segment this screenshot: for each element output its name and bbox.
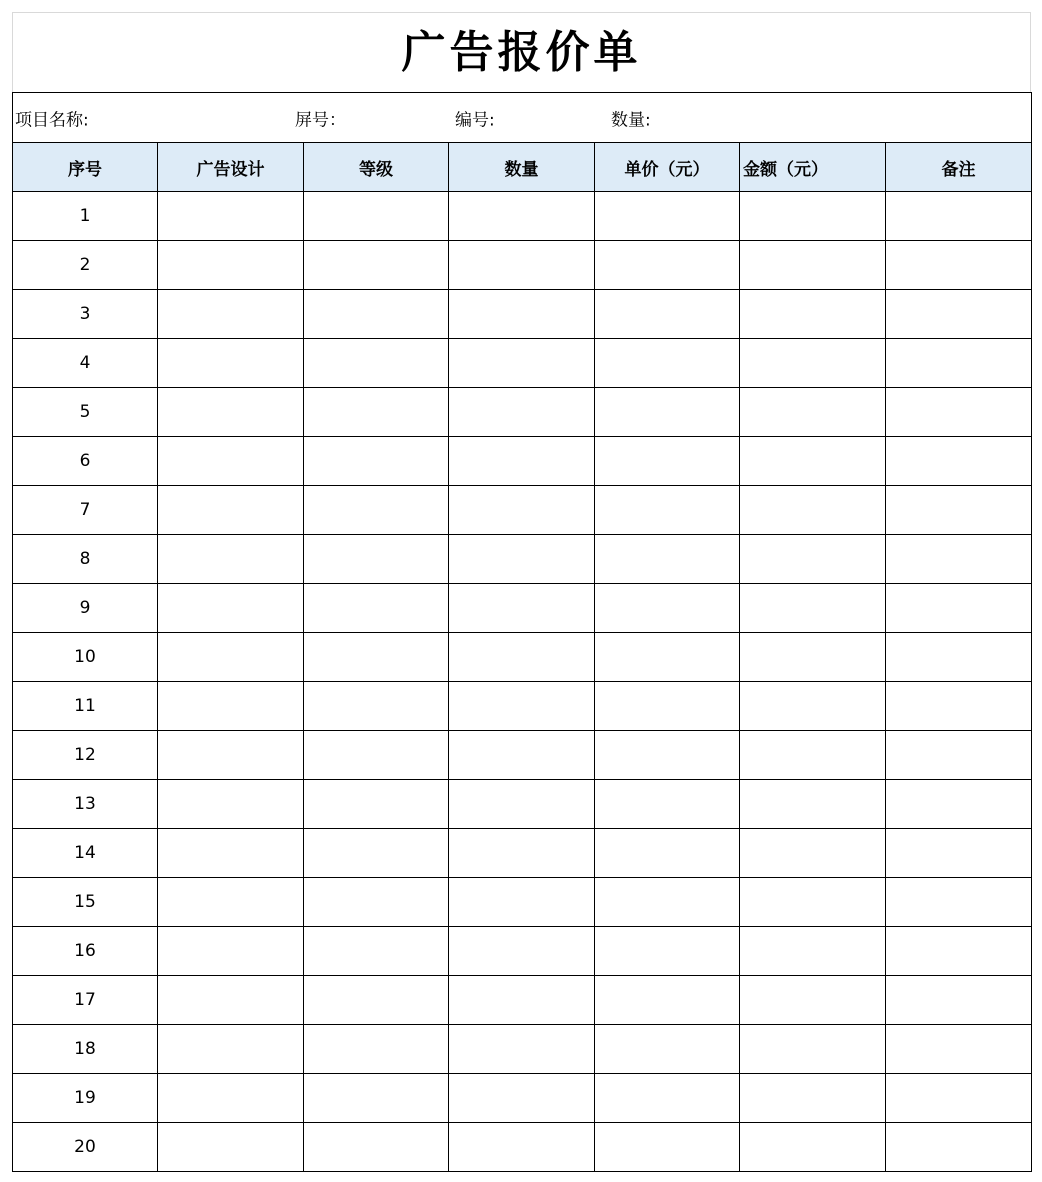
- cell-no: 14: [13, 829, 158, 878]
- cell-grade[interactable]: [304, 241, 449, 290]
- table-row: [13, 437, 1032, 486]
- title-row: [12, 12, 1031, 92]
- cell-quantity[interactable]: [449, 1025, 595, 1074]
- cell-amount[interactable]: [740, 878, 886, 927]
- cell-remarks[interactable]: [886, 1123, 1032, 1172]
- cell-unit-price[interactable]: [595, 535, 740, 584]
- cell-ad-design[interactable]: [158, 731, 304, 780]
- table-row: [13, 584, 1032, 633]
- cell-no: 11: [13, 682, 158, 731]
- cell-grade[interactable]: [304, 388, 449, 437]
- cell-remarks[interactable]: [886, 1074, 1032, 1123]
- cell-unit-price[interactable]: [595, 290, 740, 339]
- cell-remarks[interactable]: [886, 878, 1032, 927]
- cell-no: 3: [13, 290, 158, 339]
- cell-quantity[interactable]: [449, 437, 595, 486]
- cell-amount[interactable]: [740, 1074, 886, 1123]
- cell-ad-design[interactable]: [158, 1123, 304, 1172]
- cell-ad-design[interactable]: [158, 633, 304, 682]
- serial-no-label: 编号:: [455, 110, 495, 130]
- cell-unit-price[interactable]: [595, 878, 740, 927]
- cell-ad-design[interactable]: [158, 976, 304, 1025]
- cell-unit-price[interactable]: [595, 388, 740, 437]
- cell-grade[interactable]: [304, 192, 449, 241]
- cell-amount[interactable]: [740, 388, 886, 437]
- cell-grade[interactable]: [304, 927, 449, 976]
- cell-amount[interactable]: [740, 1025, 886, 1074]
- table-row: [13, 780, 1032, 829]
- cell-grade[interactable]: [304, 1123, 449, 1172]
- cell-no: 8: [13, 535, 158, 584]
- cell-quantity[interactable]: [449, 731, 595, 780]
- cell-quantity[interactable]: [449, 192, 595, 241]
- cell-unit-price[interactable]: [595, 780, 740, 829]
- quote-table: [12, 92, 1032, 1172]
- cell-grade[interactable]: [304, 780, 449, 829]
- cell-no: 9: [13, 584, 158, 633]
- cell-quantity[interactable]: [449, 535, 595, 584]
- cell-ad-design[interactable]: [158, 192, 304, 241]
- cell-remarks[interactable]: [886, 388, 1032, 437]
- cell-amount[interactable]: [740, 339, 886, 388]
- cell-unit-price[interactable]: [595, 584, 740, 633]
- cell-unit-price[interactable]: [595, 339, 740, 388]
- header-remarks: 备注: [886, 143, 1032, 192]
- cell-amount[interactable]: [740, 241, 886, 290]
- cell-no: 12: [13, 731, 158, 780]
- cell-amount[interactable]: [740, 535, 886, 584]
- cell-unit-price[interactable]: [595, 1074, 740, 1123]
- cell-remarks[interactable]: [886, 584, 1032, 633]
- cell-unit-price[interactable]: [595, 192, 740, 241]
- quantity-label: 数量:: [611, 110, 651, 130]
- header-quantity: 数量: [449, 143, 595, 192]
- cell-grade[interactable]: [304, 535, 449, 584]
- table-row: [13, 1074, 1032, 1123]
- cell-grade[interactable]: [304, 878, 449, 927]
- table-row: [13, 878, 1032, 927]
- cell-no: 17: [13, 976, 158, 1025]
- table-row: [13, 1025, 1032, 1074]
- cell-ad-design[interactable]: [158, 486, 304, 535]
- cell-no: 13: [13, 780, 158, 829]
- cell-amount[interactable]: [740, 486, 886, 535]
- cell-remarks[interactable]: [886, 535, 1032, 584]
- cell-quantity[interactable]: [449, 1123, 595, 1172]
- cell-remarks[interactable]: [886, 682, 1032, 731]
- cell-ad-design[interactable]: [158, 339, 304, 388]
- cell-ad-design[interactable]: [158, 437, 304, 486]
- cell-amount[interactable]: [740, 192, 886, 241]
- cell-remarks[interactable]: [886, 731, 1032, 780]
- cell-quantity[interactable]: [449, 388, 595, 437]
- cell-unit-price[interactable]: [595, 731, 740, 780]
- cell-no: 6: [13, 437, 158, 486]
- cell-ad-design[interactable]: [158, 388, 304, 437]
- screen-no-label: 屏号：: [295, 110, 346, 130]
- cell-remarks[interactable]: [886, 486, 1032, 535]
- table-row: [13, 535, 1032, 584]
- cell-quantity[interactable]: [449, 486, 595, 535]
- table-row: [13, 731, 1032, 780]
- cell-quantity[interactable]: [449, 584, 595, 633]
- cell-remarks[interactable]: [886, 339, 1032, 388]
- cell-amount[interactable]: [740, 976, 886, 1025]
- cell-grade[interactable]: [304, 731, 449, 780]
- cell-remarks[interactable]: [886, 633, 1032, 682]
- cell-no: 20: [13, 1123, 158, 1172]
- cell-grade[interactable]: [304, 976, 449, 1025]
- cell-unit-price[interactable]: [595, 633, 740, 682]
- cell-remarks[interactable]: [886, 780, 1032, 829]
- header-grade: 等级: [304, 143, 449, 192]
- cell-amount[interactable]: [740, 584, 886, 633]
- table-row: [13, 290, 1032, 339]
- cell-unit-price[interactable]: [595, 437, 740, 486]
- cell-ad-design[interactable]: [158, 290, 304, 339]
- cell-unit-price[interactable]: [595, 927, 740, 976]
- cell-quantity[interactable]: [449, 633, 595, 682]
- project-name-label: 项目名称:: [15, 110, 89, 130]
- table-row: [13, 682, 1032, 731]
- header-row: [13, 143, 1032, 192]
- cell-no: 19: [13, 1074, 158, 1123]
- cell-quantity[interactable]: [449, 878, 595, 927]
- cell-ad-design[interactable]: [158, 584, 304, 633]
- cell-grade[interactable]: [304, 829, 449, 878]
- cell-remarks[interactable]: [886, 976, 1032, 1025]
- cell-remarks[interactable]: [886, 829, 1032, 878]
- cell-amount[interactable]: [740, 731, 886, 780]
- cell-amount[interactable]: [740, 633, 886, 682]
- cell-remarks[interactable]: [886, 192, 1032, 241]
- cell-ad-design[interactable]: [158, 878, 304, 927]
- cell-no: 16: [13, 927, 158, 976]
- table-row: [13, 388, 1032, 437]
- cell-ad-design[interactable]: [158, 780, 304, 829]
- cell-no: 15: [13, 878, 158, 927]
- cell-remarks[interactable]: [886, 927, 1032, 976]
- cell-quantity[interactable]: [449, 1074, 595, 1123]
- table-row: [13, 486, 1032, 535]
- table-row: [13, 1123, 1032, 1172]
- cell-ad-design[interactable]: [158, 829, 304, 878]
- cell-grade[interactable]: [304, 584, 449, 633]
- header-ad-design: 广告设计: [158, 143, 304, 192]
- cell-grade[interactable]: [304, 290, 449, 339]
- cell-unit-price[interactable]: [595, 486, 740, 535]
- cell-unit-price[interactable]: [595, 1025, 740, 1074]
- table-row: [13, 927, 1032, 976]
- cell-unit-price[interactable]: [595, 241, 740, 290]
- cell-amount[interactable]: [740, 682, 886, 731]
- cell-unit-price[interactable]: [595, 682, 740, 731]
- cell-remarks[interactable]: [886, 437, 1032, 486]
- cell-quantity[interactable]: [449, 339, 595, 388]
- cell-unit-price[interactable]: [595, 976, 740, 1025]
- cell-no: 18: [13, 1025, 158, 1074]
- table-row: [13, 339, 1032, 388]
- cell-no: 2: [13, 241, 158, 290]
- header-unit-price: 单价（元）: [595, 143, 740, 192]
- cell-quantity[interactable]: [449, 682, 595, 731]
- cell-quantity[interactable]: [449, 927, 595, 976]
- cell-no: 5: [13, 388, 158, 437]
- cell-remarks[interactable]: [886, 290, 1032, 339]
- cell-grade[interactable]: [304, 1074, 449, 1123]
- info-cell[interactable]: [13, 93, 1032, 143]
- cell-no: 10: [13, 633, 158, 682]
- cell-quantity[interactable]: [449, 780, 595, 829]
- cell-amount[interactable]: [740, 829, 886, 878]
- info-row: [13, 93, 1032, 143]
- table-row: [13, 976, 1032, 1025]
- cell-grade[interactable]: [304, 633, 449, 682]
- cell-grade[interactable]: [304, 486, 449, 535]
- table-row: [13, 241, 1032, 290]
- cell-unit-price[interactable]: [595, 1123, 740, 1172]
- cell-amount[interactable]: [740, 437, 886, 486]
- table-row: [13, 829, 1032, 878]
- cell-amount[interactable]: [740, 927, 886, 976]
- cell-amount[interactable]: [740, 780, 886, 829]
- cell-quantity[interactable]: [449, 829, 595, 878]
- cell-ad-design[interactable]: [158, 1074, 304, 1123]
- cell-amount[interactable]: [740, 1123, 886, 1172]
- cell-no: 1: [13, 192, 158, 241]
- cell-quantity[interactable]: [449, 976, 595, 1025]
- table-body: [13, 192, 1032, 1172]
- cell-grade[interactable]: [304, 437, 449, 486]
- cell-quantity[interactable]: [449, 241, 595, 290]
- cell-remarks[interactable]: [886, 241, 1032, 290]
- cell-quantity[interactable]: [449, 290, 595, 339]
- cell-grade[interactable]: [304, 339, 449, 388]
- cell-unit-price[interactable]: [595, 829, 740, 878]
- cell-grade[interactable]: [304, 682, 449, 731]
- table-row: [13, 192, 1032, 241]
- cell-no: 7: [13, 486, 158, 535]
- quote-sheet: [12, 12, 1031, 1172]
- cell-ad-design[interactable]: [158, 682, 304, 731]
- cell-ad-design[interactable]: [158, 1025, 304, 1074]
- header-amount: 金额（元）: [740, 143, 886, 192]
- cell-remarks[interactable]: [886, 1025, 1032, 1074]
- page-title: 广告报价单: [401, 26, 642, 78]
- cell-amount[interactable]: [740, 290, 886, 339]
- cell-ad-design[interactable]: [158, 927, 304, 976]
- cell-ad-design[interactable]: [158, 535, 304, 584]
- cell-ad-design[interactable]: [158, 241, 304, 290]
- cell-grade[interactable]: [304, 1025, 449, 1074]
- cell-no: 4: [13, 339, 158, 388]
- header-no: 序号: [13, 143, 158, 192]
- table-row: [13, 633, 1032, 682]
